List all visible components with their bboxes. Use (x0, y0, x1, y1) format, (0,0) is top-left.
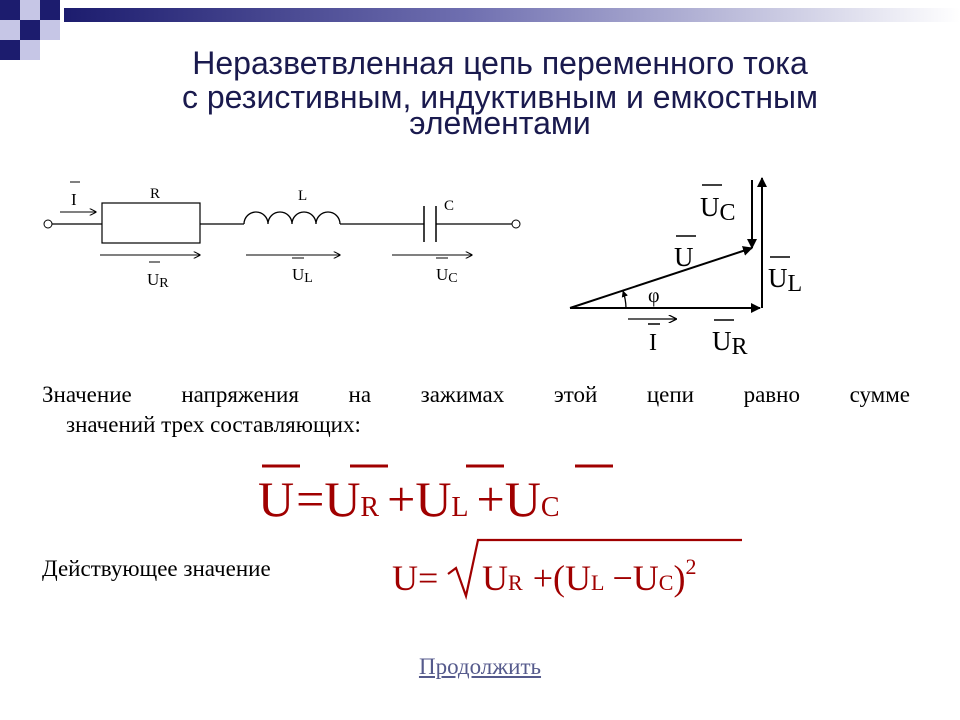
current-label: I (71, 190, 77, 209)
phi-label: φ (648, 285, 660, 307)
phasor-u (570, 248, 752, 308)
phi-arc (623, 291, 626, 308)
phasor-diagram (570, 178, 802, 360)
uc-phasor-label: UC (700, 192, 736, 226)
inductor-label: L (298, 188, 308, 204)
title-line-1: Неразветвленная цепь переменного тока (192, 45, 808, 81)
formula-effective-value (392, 540, 742, 598)
ur-label: UR (147, 270, 169, 291)
svg-text:U=UR+UL+UC: U=UR +UL +UC (258, 471, 560, 527)
paragraph-line-1: Значение напряжения на зажимах этой цепи равно сумме (42, 382, 910, 407)
circuit-diagram (44, 182, 520, 291)
explanation-paragraph (42, 380, 910, 440)
inductor (244, 212, 340, 224)
paragraph-line-2: значений трех составляющих: (66, 412, 361, 437)
svg-text:UR+(UL−UC)2: UR +(UL −UC)$^2$ (482, 554, 697, 598)
title-line-3: элементами (409, 105, 591, 141)
continue-link[interactable]: Продолжить (418, 654, 542, 679)
u-phasor-label: U (674, 242, 694, 272)
uc-label: UC (436, 265, 458, 286)
formula-vector-sum (258, 466, 613, 527)
i-phasor-label: I (649, 330, 657, 356)
terminal-left (44, 220, 52, 228)
title-line-2: с резистивным, индуктивным и емкостным (181, 79, 819, 115)
svg-text:U=: U= (392, 558, 439, 598)
capacitor-label: C (444, 198, 455, 214)
terminal-right (512, 220, 520, 228)
resistor (102, 203, 200, 243)
effective-value-label: Действующее значение (42, 556, 271, 581)
ur-phasor-label: UR (712, 326, 748, 360)
ul-label: UL (292, 265, 313, 286)
resistor-label: R (150, 186, 161, 202)
ul-phasor-label: UL (768, 263, 803, 297)
